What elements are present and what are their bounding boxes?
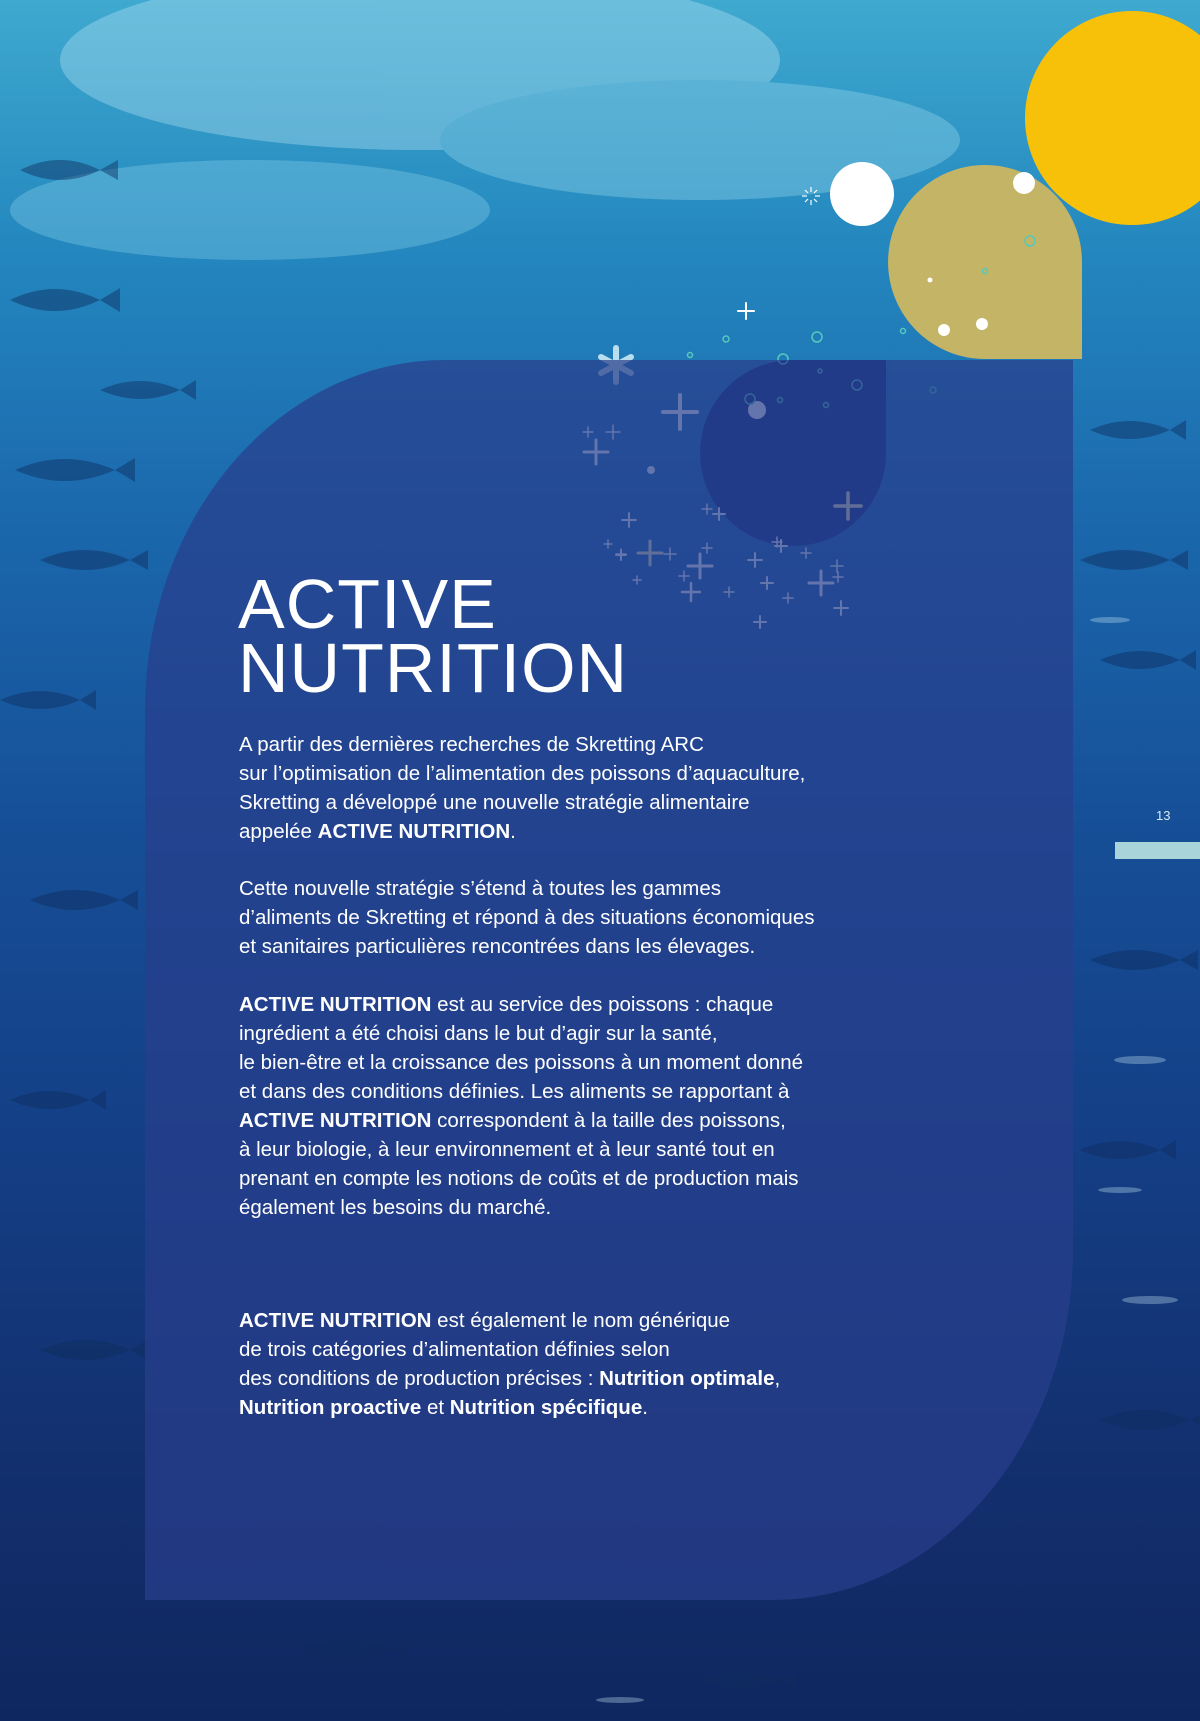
categories-paragraph xyxy=(239,1306,959,1422)
brand-emphasis: ACTIVE NUTRITION xyxy=(239,1109,432,1132)
text-line: correspondent à la taille des poissons, xyxy=(431,1109,786,1132)
white-dot xyxy=(938,324,950,336)
text-line: à leur biologie, à leur environnement et à leur santé tout en xyxy=(239,1138,775,1161)
text-line: et xyxy=(421,1396,450,1419)
text-line: le bien-être et la croissance des poissons à un moment donné xyxy=(239,1051,804,1074)
category-proactive: Nutrition proactive xyxy=(239,1396,422,1419)
water-surface-light xyxy=(10,0,960,260)
text-line: d’aliments de Skretting et répond à des situations économiques xyxy=(239,906,815,929)
white-dot xyxy=(928,278,933,283)
text-line: est au service des poissons : chaque xyxy=(431,993,774,1016)
text-line: appelée xyxy=(239,820,318,843)
category-specific: Nutrition spécifique xyxy=(449,1396,643,1419)
text-line: et dans des conditions définies. Les aliments se rapportant à xyxy=(239,1080,790,1103)
text-line: . xyxy=(510,820,516,843)
page-number: 13 xyxy=(1156,808,1171,823)
page-title xyxy=(238,565,629,707)
text-line: . xyxy=(642,1396,648,1419)
text-line: Skretting a développé une nouvelle stratégie alimentaire xyxy=(239,791,750,814)
text-line: et sanitaires particulières rencontrées dans les élevages. xyxy=(239,935,756,958)
strategy-paragraph xyxy=(239,874,959,961)
text-line: également les besoins du marché. xyxy=(239,1196,552,1219)
intro-paragraph xyxy=(239,730,959,846)
text-line: A partir des dernières recherches de Skretting ARC xyxy=(239,733,704,756)
brand-emphasis: ACTIVE NUTRITION xyxy=(239,993,432,1016)
text-line: , xyxy=(774,1367,781,1390)
service-paragraph xyxy=(239,990,959,1222)
text-line: est également le nom générique xyxy=(431,1309,731,1332)
text-line: sur l’optimisation de l’alimentation des poissons d’aquaculture, xyxy=(239,762,806,785)
text-line: prenant en compte les notions de coûts et de production mais xyxy=(239,1167,799,1190)
brand-emphasis: ACTIVE NUTRITION xyxy=(317,820,511,843)
text-line: de trois catégories d’alimentation définies selon xyxy=(239,1338,670,1361)
title-line-2: NUTRITION xyxy=(238,629,629,707)
text-line: ingrédient a été choisi dans le but d’agir sur la santé, xyxy=(239,1022,718,1045)
white-circle-large xyxy=(830,162,894,226)
text-line: Cette nouvelle stratégie s’étend à toutes les gammes xyxy=(239,877,722,900)
white-dot xyxy=(1013,172,1035,194)
olive-drop-shape xyxy=(888,165,1082,359)
title-line-1: ACTIVE xyxy=(238,565,497,643)
category-optimal: Nutrition optimale xyxy=(599,1367,775,1390)
text-line: des conditions de production précises : xyxy=(239,1367,600,1390)
brand-emphasis: ACTIVE NUTRITION xyxy=(239,1309,432,1332)
page-tab-marker xyxy=(1115,842,1200,859)
white-dot xyxy=(976,318,988,330)
